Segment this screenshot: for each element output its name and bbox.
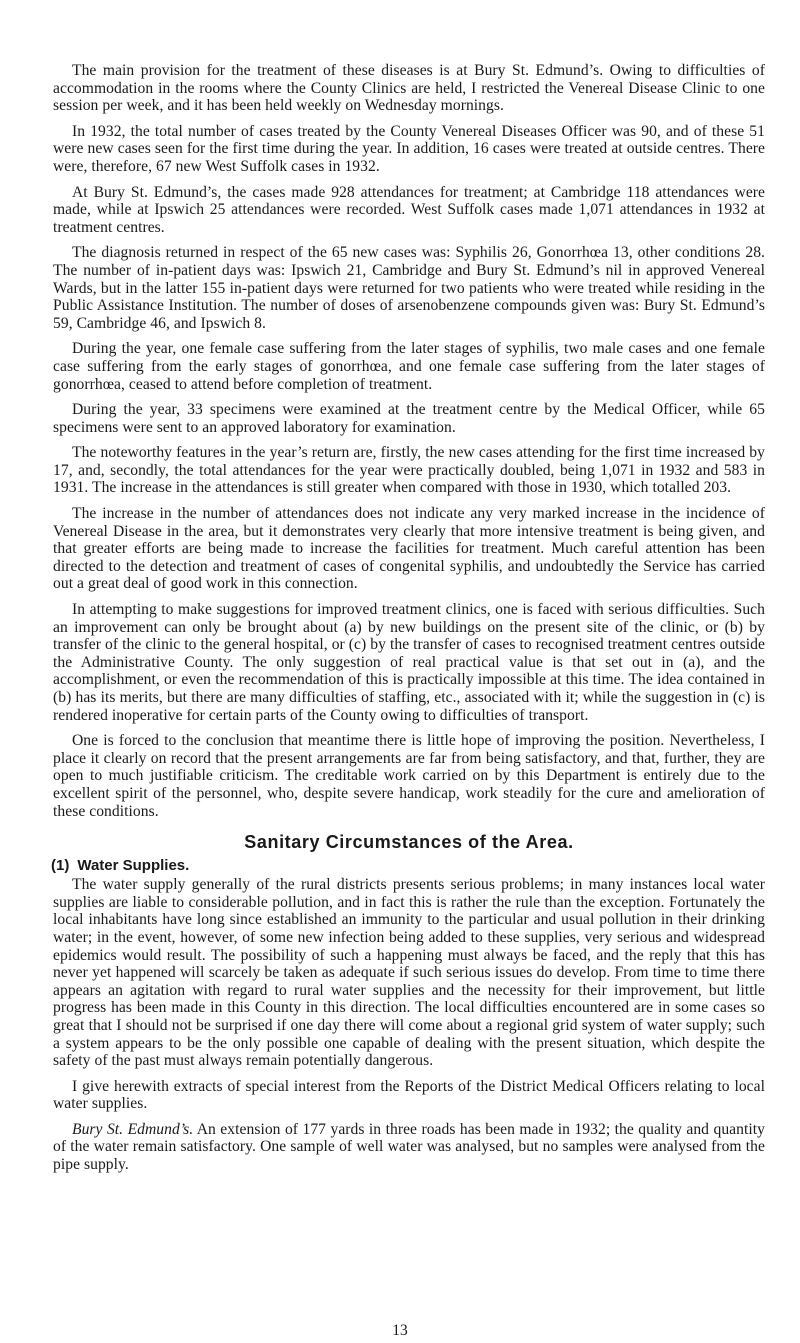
paragraph-extracts: I give herewith extracts of special interest from the Reports of the District Medical Officers relating to local water supplies. [53,1077,765,1113]
section-heading-sanitary: Sanitary Circumstances of the Area. [244,832,574,853]
paragraph-bury [53,1121,765,1174]
bury-text: An extension of 177 yards in three roads has been made in 1932; the quality and quantity of the water remain satisfactory. One sample of well water was analysed, but no samples were analysed from the pipe supply. [53,1120,765,1174]
paragraph-noteworthy-features: The noteworthy features in the year’s return are, firstly, the new cases attending for the first time increased by 17, and, secondly, the total attendances for the year were practically doubled, being 1,071 in 1932 and 583 in 1931. The increase in the attendances is still greater when compared with those in 1930, which totalled 203. [53,444,765,497]
paragraph-conclusion: One is forced to the conclusion that meantime there is little hope of improving the position. Nevertheless, I place it clearly on record that the present arrangements are far from being satisfactory, and that, further, they are open to much justifiable criticism. The creditable work carried on by this Department is entirely due to the excellent spirit of the personnel, who, despite severe handicap, work steadily for the cure and amelioration of these conditions. [53,732,765,820]
subsection-heading-water [51,856,765,876]
paragraph-main-provision: The main provision for the treatment of these diseases is at Bury St. Edmund’s. Owing to difficulties of accommodation in the rooms where the County Clinics are held, I restricted the Venereal Disease Clinic to one session per week, and it has been held weekly on Wednesday mornings. [53,62,765,115]
paragraph-attendances: At Bury St. Edmund’s, the cases made 928 attendances for treatment; at Cambridge 118 attendances were made, while at Ipswich 25 attendances were recorded. West Suffolk cases made 1,071 attendances in 1932 at treatment centres. [53,183,765,236]
document-page [53,62,765,1174]
bury-lead: Bury St. Edmund’s. [72,1120,194,1138]
paragraph-water-supply: The water supply generally of the rural districts presents serious problems; in many instances local water supplies are liable to considerable pollution, and in fact this is rather the rule than the exception. Fortunately the local inhabitants have long since established an immunity to the particular and usual pollution in their drinking water; in the event, however, of some new infection being added to these supplies, very serious and widespread epidemics would result. The possibility of such a happening must always be faced, and the reply that this has never yet happened will scarcely be taken as adequate if such serious issues do develop. From time to time there appears an agitation with regard to rural water supplies and the necessity for their improvement, but little progress has been made in this County in this direction. The local difficulties encountered are in some cases so great that I should not be surprised if one day there will come about a regional grid system of water supply; such a system appears to be the only possible one capable of dealing with the present situation, which despite the safety of the past must always remain potentially dangerous. [53,876,765,1070]
subsection-number: (1) [51,857,70,875]
paragraph-total-cases: In 1932, the total number of cases treated by the County Venereal Diseases Officer was 90, and of these 51 were new cases seen for the first time during the year. In addition, 16 cases were treated at outside centres. There were, therefore, 67 new West Suffolk cases in 1932. [53,122,765,175]
page-number: 13 [392,1322,408,1339]
paragraph-specimens: During the year, 33 specimens were examined at the treatment centre by the Medical Officer, while 65 specimens were sent to an approved laboratory for examination. [53,401,765,436]
paragraph-ceased-attending: During the year, one female case suffering from the later stages of syphilis, two male cases and one female case suffering from the early stages of gonorrhœa, and one female case suffering from the later stages of gonorrhœa, ceased to attend before completion of treatment. [53,340,765,393]
paragraph-increase-attendances: The increase in the number of attendances does not indicate any very marked increase in the incidence of Venereal Disease in the area, but it demonstrates very clearly that more intensive treatment is being given, and that greater efforts are being made to increase the facilities for treatment. Much careful attention has been directed to the detection and treatment of cases of congenital syphilis, and undoubtedly the Service has carried out a great deal of good work in this connection. [53,505,765,593]
paragraph-diagnosis: The diagnosis returned in respect of the 65 new cases was: Syphilis 26, Gonorrhœa 13, other conditions 28. The number of in-patient days was: Ipswich 21, Cambridge and Bury St. Edmund’s nil in approved Venereal Wards, but in the latter 155 in-patient days were returned for two patients who were treated while residing in the Public Assistance Institution. The number of doses of arsenobenzene compounds given was: Bury St. Edmund’s 59, Cambridge 46, and Ipswich 8. [53,244,765,332]
paragraph-suggestions: In attempting to make suggestions for improved treatment clinics, one is faced with serious difficulties. Such an improvement can only be brought about (a) by new buildings on the present site of the clinic, or (b) by transfer of the clinic to the general hospital, or (c) by the transfer of cases to recognised treatment centres outside the Administrative County. The only suggestion of real practical value is that set out in (a), and the accomplishment, or even the recommendation of this is practically impossible at this time. The idea contained in (b) has its merits, but there are many difficulties of staffing, etc., associated with it; while the suggestion in (c) is rendered inoperative for certain parts of the County owing to difficulties of transport. [53,601,765,724]
subsection-title: Water Supplies. [77,857,190,875]
